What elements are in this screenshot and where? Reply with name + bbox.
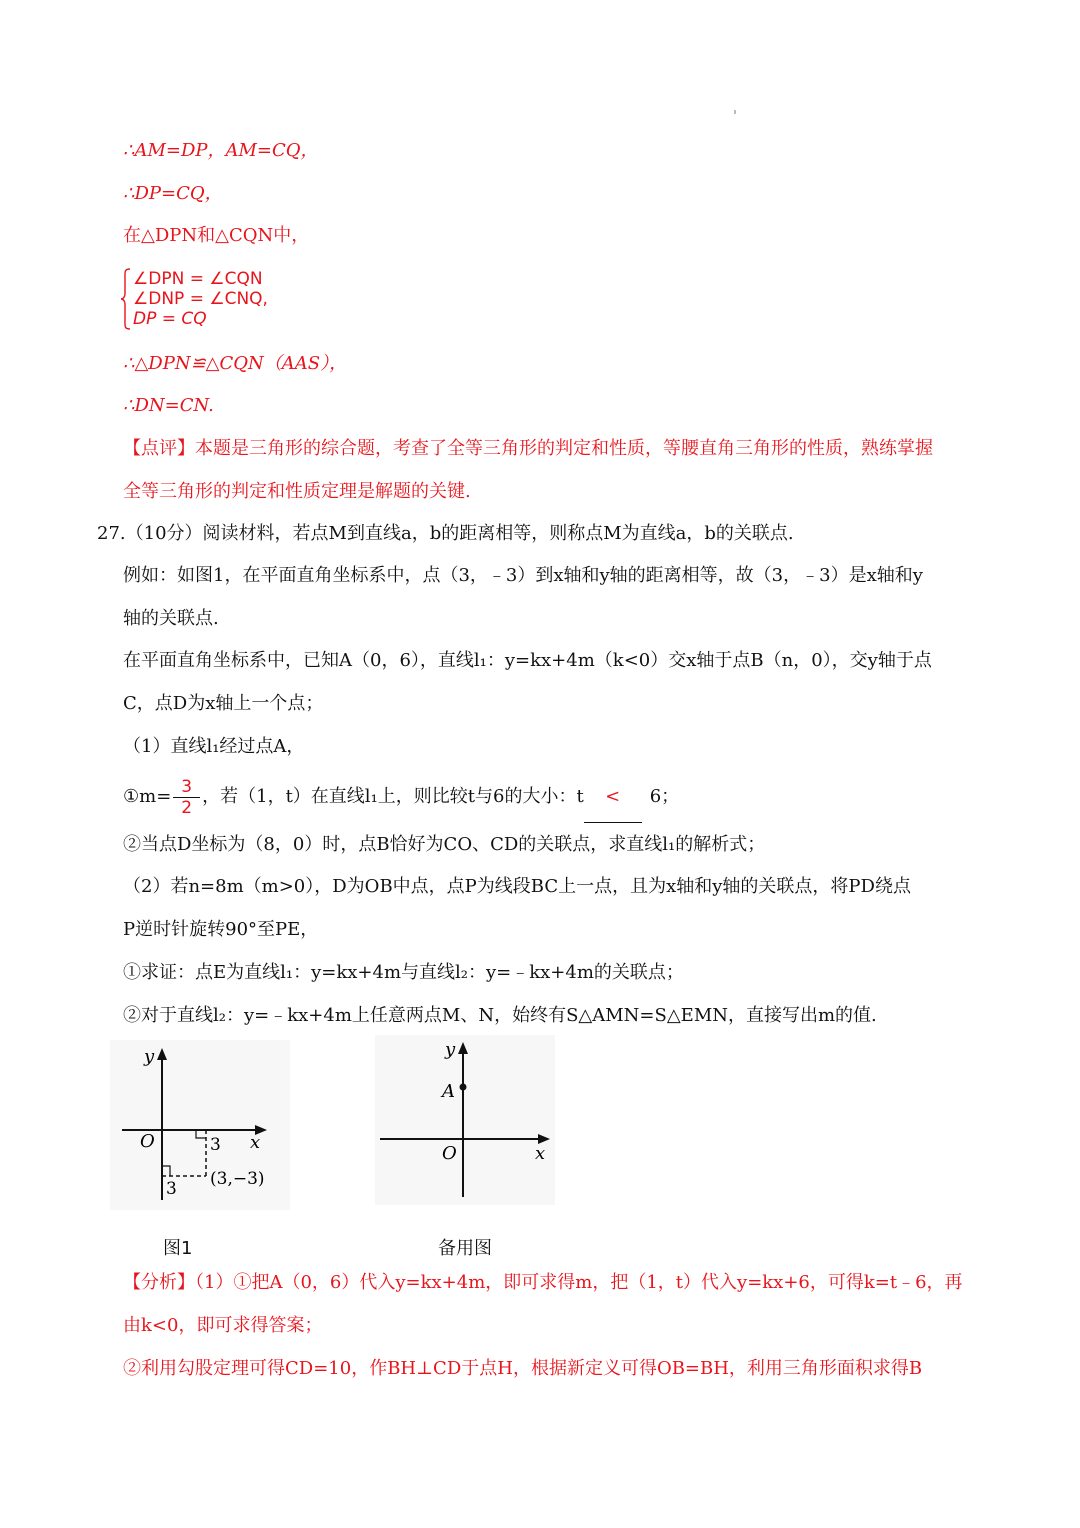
- fig2-y-label: y: [445, 1039, 456, 1060]
- fraction-numerator: 3: [181, 776, 193, 797]
- problem-heading: 27.（10分）阅读材料，若点M到直线a，b的距离相等，则称点M为直线a，b的关联点.: [97, 523, 794, 544]
- spare-figure-background: [375, 1035, 555, 1205]
- review-line-2: 全等三角形的判定和性质定理是解题的关键.: [123, 481, 471, 502]
- example-line-1: 例如：如图1，在平面直角坐标系中，点（3，﹣3）到x轴和y轴的距离相等，故（3，﹣3）是x轴和y: [123, 565, 923, 586]
- question-2a: ①求证：点E为直线l₁：y=kx+4m与直线l₂：y=﹣kx+4m的关联点；: [123, 962, 684, 983]
- proof-line-1: ∴AM=DP，AM=CQ，: [123, 140, 319, 161]
- question-2: （2）若n=8m（m>0），D为OB中点，点P为线段BC上一点，且为x轴和y轴的关联点，将PD绕点: [123, 876, 911, 897]
- q1a-middle: ，若（1，t）在直线l₁上，则比较t与6的大小：t: [202, 786, 584, 807]
- spare-figure-caption: 备用图: [438, 1238, 492, 1259]
- analysis-line-2: 由k<0，即可求得答案；: [123, 1315, 323, 1336]
- proof-line-4: ∴△DPN≌△CQN（AAS），: [123, 353, 348, 374]
- given-line-2: C，点D为x轴上一个点；: [123, 693, 324, 714]
- example-line-2: 轴的关联点.: [123, 608, 219, 629]
- question-1a: [123, 772, 679, 823]
- proof-line-3: 在△DPN和△CQN中，: [123, 225, 310, 246]
- fig1-y-label: y: [144, 1046, 155, 1067]
- question-2b: ②对于直线l₂：y=﹣kx+4m上任意两点M、N，始终有S△AMN=S△EMN，直接写出m的值.: [123, 1005, 877, 1026]
- fig1-point-label: (3,−3): [210, 1169, 265, 1189]
- fig1-origin-label: O: [140, 1131, 155, 1152]
- review-text-1: 本题是三角形的综合题，考查了全等三角形的判定和性质，等腰直角三角形的性质，熟练掌握: [195, 438, 933, 459]
- review-line-1: [123, 436, 933, 462]
- q1a-prefix: ①m=: [123, 786, 172, 807]
- proof-line-2: ∴DP=CQ，: [123, 183, 223, 204]
- comparison-answer: <: [584, 772, 642, 823]
- proof-line-5: ∴DN=CN.: [123, 395, 214, 416]
- question-1: （1）直线l₁经过点A，: [123, 736, 305, 757]
- fig2-origin-label: O: [442, 1143, 457, 1164]
- system-line-1: ∠DPN = ∠CQN: [133, 269, 263, 289]
- fig2-x-label: x: [535, 1143, 546, 1164]
- figure-1-caption: 图1: [163, 1238, 193, 1259]
- fig2-point-a: [460, 1084, 467, 1091]
- fig1-distance-label-2: 3: [166, 1179, 177, 1199]
- system-line-2: ∠DNP = ∠CNQ,: [133, 289, 268, 309]
- left-brace: [121, 268, 131, 330]
- answer-fraction: [173, 777, 200, 818]
- fraction-denominator: 2: [173, 797, 200, 818]
- system-line-3: DP = CQ: [133, 309, 207, 329]
- equation-system: [121, 268, 291, 332]
- q1a-end: 6；: [649, 786, 680, 807]
- fig1-distance-label-1: 3: [210, 1135, 221, 1155]
- analysis-line-1: [123, 1270, 963, 1296]
- analysis-line-3: ②利用勾股定理可得CD=10，作BH⊥CD于点H，根据新定义可得OB=BH，利用三角形面积求得B: [123, 1358, 923, 1379]
- figure-1: [110, 1040, 290, 1210]
- analysis-tag: 【分析】: [123, 1272, 195, 1293]
- analysis-text-1: （1）①把A（0，6）代入y=kx+4m，即可求得m，把（1，t）代入y=kx+6，可得k=t﹣6，再: [195, 1272, 963, 1293]
- review-tag: 【点评】: [123, 438, 195, 459]
- question-2-line-2: P逆时针旋转90°至PE，: [123, 919, 319, 940]
- stray-mark: [734, 110, 736, 114]
- fig2-a-label: A: [442, 1081, 455, 1102]
- given-line-1: 在平面直角坐标系中，已知A（0，6），直线l₁：y=kx+4m（k<0）交x轴于点B（n，0），交y轴于点: [123, 650, 932, 671]
- question-1b: ②当点D坐标为（8，0）时，点B恰好为CO、CD的关联点，求直线l₁的解析式；: [123, 834, 766, 855]
- spare-figure: [375, 1035, 555, 1205]
- fig1-x-label: x: [250, 1132, 261, 1153]
